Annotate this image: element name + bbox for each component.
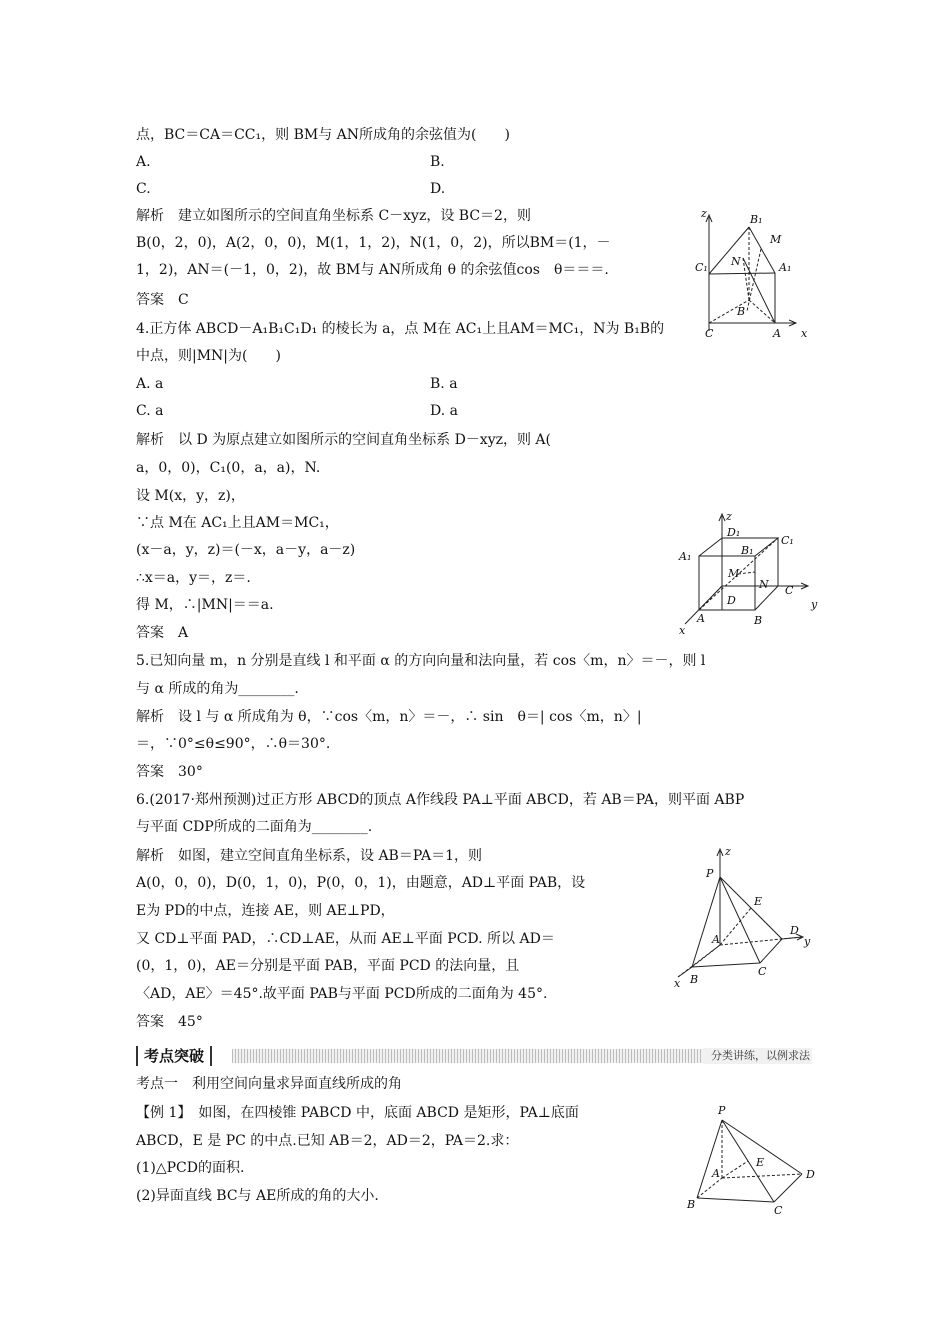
q6-solution-line: A(0，0，0)，D(0，1，0)，P(0，0，1)，由题意，AD⊥平面 PAB，设	[136, 875, 586, 891]
fig1-label-a1: A₁	[779, 261, 792, 274]
fig2-label-m: M	[728, 567, 740, 580]
q6-stem: 与平面 CDP所成的二面角为________.	[136, 819, 373, 835]
q5-stem: 5.已知向量 m，n 分别是直线 l 和平面 α 的方向向量和法向量，若 cos〈m，n〉＝－，则 l	[136, 653, 706, 669]
fig3-label-d: D	[790, 924, 799, 937]
example-text: 【例 1】 如图，在四棱锥 PABCD 中，底面 ABCD 是矩形，PA⊥底面	[136, 1105, 579, 1121]
fig4-label-e: E	[756, 1156, 765, 1169]
fig2-label-x: x	[679, 624, 686, 637]
q6-stem: 6.(2017·郑州预测)过正方形 ABCD的顶点 A作线段 PA⊥平面 ABCD，若 AB＝PA，则平面 ABP	[136, 792, 745, 808]
q6-answer: 答案 45°	[136, 1014, 203, 1030]
fig2-label-a1: A₁	[679, 550, 692, 563]
fig2-label-z: z	[726, 510, 732, 523]
fig1-label-x: x	[801, 327, 808, 340]
fig2-label-d1: D₁	[727, 526, 741, 539]
fig2-label-n: N	[759, 578, 769, 591]
fig1-label-m: M	[770, 233, 782, 246]
q4-stem: 4.正方体 ABCD－A₁B₁C₁D₁ 的棱长为 a，点 M在 AC₁上且AM＝MC₁，N为 B₁B的	[136, 321, 665, 337]
q4-solution-line: ∵点 M在 AC₁上且AM＝MC₁，	[136, 515, 339, 531]
fig2-label-b1: B₁	[741, 544, 754, 557]
fig4-label-c: C	[774, 1204, 783, 1215]
q6-solution-line: 又 CD⊥平面 PAD，∴CD⊥AE，从而 AE⊥平面 PCD. 所以 AD＝	[136, 931, 555, 947]
fig4-label-a: A	[712, 1167, 720, 1180]
fig1-label-n: N	[731, 255, 741, 268]
q4-answer: 答案 A	[136, 625, 189, 641]
fig1-label-z: z	[701, 207, 707, 220]
fig2-label-y: y	[811, 598, 818, 611]
q3-option-a: A.	[136, 154, 151, 170]
q4-option-b: B. a	[430, 376, 458, 392]
fig4-label-b: B	[687, 1198, 696, 1211]
q4-solution-line: 解析 以 D 为原点建立如图所示的空间直角坐标系 D－xyz，则 A(	[136, 432, 552, 448]
q3-option-d: D.	[430, 181, 446, 197]
q5-solution-line: 解析 设 l 与 α 所成角为 θ，∵cos〈m，n〉＝－，∴ sin θ＝| cos〈m，n〉|	[136, 709, 642, 725]
q3-option-b: B.	[430, 154, 445, 170]
q5-solution-line: ＝，∵0°≤θ≤90°，∴θ＝30°.	[136, 736, 331, 752]
pyramid-figure	[682, 1100, 822, 1215]
fig1-label-b1: B₁	[750, 213, 763, 226]
q3-answer: 答案 C	[136, 292, 189, 308]
fig3-label-c: C	[758, 965, 767, 978]
q6-solution-line: 解析 如图，建立空间直角坐标系，设 AB＝PA＝1，则	[136, 848, 482, 864]
section-title: 考点突破	[136, 1046, 212, 1066]
q4-solution-line: 设 M(x，y，z)，	[136, 488, 245, 504]
q3-option-c: C.	[136, 181, 151, 197]
q6-solution-line: 〈AD，AE〉＝45°.故平面 PAB与平面 PCD所成的二面角为 45°.	[136, 986, 548, 1002]
fig1-label-b: B	[737, 305, 746, 318]
fig2-label-a: A	[697, 612, 705, 625]
q3-solution-line: B(0，2，0)，A(2，0，0)，M(1，1，2)，N(1，0，2)，所以BM＝(1，－	[136, 235, 611, 251]
cube-figure	[675, 510, 820, 638]
fig1-label-c1: C₁	[695, 261, 708, 274]
example-part: (2)异面直线 BC与 AE所成的角的大小.	[136, 1188, 379, 1204]
q4-solution-line: a，0，0)，C₁(0，a，a)，N.	[136, 460, 321, 476]
section-banner	[136, 1046, 812, 1066]
example-text: ABCD，E 是 PC 的中点.已知 AB＝2，AD＝2，PA＝2.求：	[136, 1133, 519, 1149]
q4-option-d: D. a	[430, 403, 458, 419]
q3-solution-line: 解析 建立如图所示的空间直角坐标系 C－xyz，设 BC＝2，则	[136, 208, 531, 224]
fig4-label-p: P	[718, 1104, 726, 1117]
fig3-label-y: y	[804, 935, 811, 948]
fig2-label-d: D	[727, 594, 736, 607]
q4-solution-line: (x－a，y，z)＝(－x，a－y，a－z)	[136, 542, 356, 558]
q4-option-a: A. a	[136, 376, 164, 392]
q5-stem: 与 α 所成的角为________.	[136, 681, 299, 697]
fig3-label-x: x	[674, 977, 681, 990]
fig3-label-b: B	[690, 973, 699, 986]
topic-heading: 考点一 利用空间向量求异面直线所成的角	[136, 1076, 402, 1092]
example-part: (1)△PCD的面积.	[136, 1160, 245, 1176]
fig2-label-c1: C₁	[781, 534, 794, 547]
fig2-label-c: C	[785, 584, 794, 597]
fig3-label-e: E	[754, 895, 763, 908]
q4-option-c: C. a	[136, 403, 164, 419]
q4-stem: 中点，则|MN|为( )	[136, 348, 281, 364]
q5-answer: 答案 30°	[136, 764, 203, 780]
fig2-label-b: B	[754, 614, 763, 627]
fig3-label-a: A	[712, 933, 720, 946]
fig4-label-d: D	[806, 1168, 815, 1181]
q6-solution-line: E为 PD的中点，连接 AE，则 AE⊥PD，	[136, 903, 395, 919]
q6-solution-line: (0，1，0)，AE＝分别是平面 PAB，平面 PCD 的法向量，且	[136, 958, 520, 974]
fig3-label-z: z	[725, 845, 731, 858]
fig1-label-a: A	[773, 327, 781, 340]
q4-solution-line: ∴x＝a，y＝，z＝.	[136, 570, 251, 586]
q3-solution-line: 1，2)，AN＝(－1，0，2)，故 BM与 AN所成角 θ 的余弦值cos θ＝＝＝.	[136, 262, 609, 278]
fig1-label-c: C	[705, 327, 714, 340]
fig3-label-p: P	[706, 867, 714, 880]
pyramid-axes-figure	[670, 845, 815, 990]
section-subtitle: 分类讲练，以例求法	[703, 1048, 812, 1064]
q4-solution-line: 得 M，∴|MN|＝＝a.	[136, 597, 274, 613]
q3-stem: 点，BC＝CA＝CC₁，则 BM与 AN所成角的余弦值为( )	[136, 127, 510, 143]
prism-figure	[695, 205, 815, 340]
